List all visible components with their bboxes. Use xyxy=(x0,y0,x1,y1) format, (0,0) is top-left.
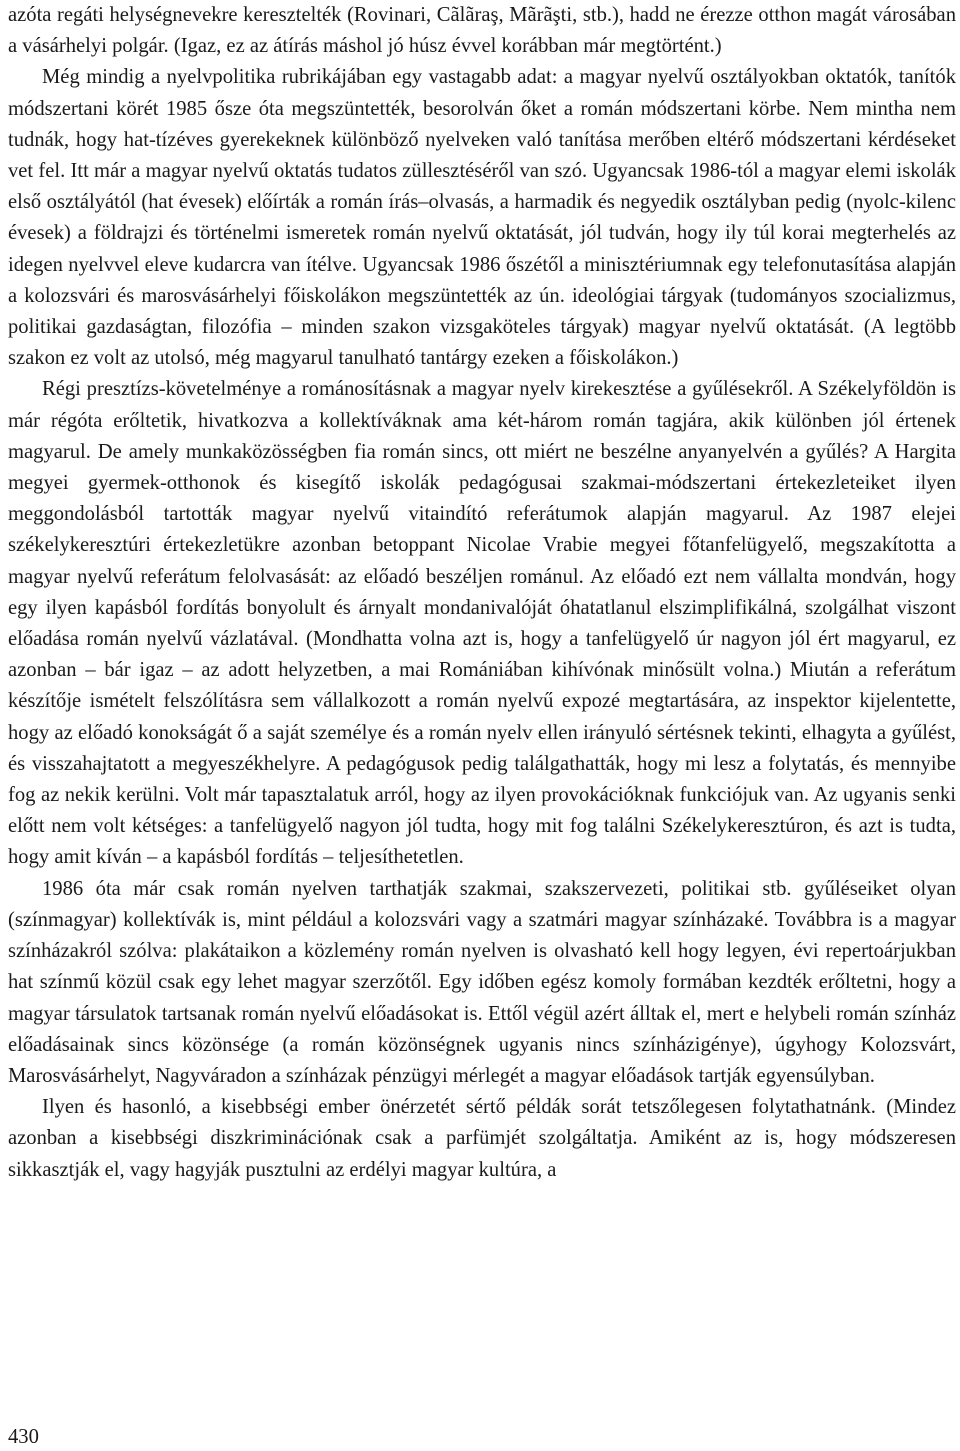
paragraph-5: Ilyen és hasonló, a kisebbségi ember önérzetét sértő példák sorát tetszőlegesen folytathatnánk. (Mindez azonban a kisebbségi diszkriminációnak csak a parfümjét szolgáltatja. Amiként az is, hogy módszeresen sikkasztják el, vagy hagyják pusztulni az erdélyi magyar kultúra, a xyxy=(8,1096,956,1181)
paragraph-2: Még mindig a nyelvpolitika rubrikájában egy vastagabb adat: a magyar nyelvű osztályokban oktatók, tanítók módszertani körét 1985 ősze óta megszüntették, besorolván őket a román módszertani körbe. Nem mintha nem tudnák, hogy hat-tízéves gyerekeknek különböző nyelveken való tanítása merőben eltérő módszertani kérdéseket vet fel. Itt már a magyar nyelvű oktatás tudatos züllesztéséről van szó. Ugyancsak 1986-tól a magyar elemi iskolák első osztályától (hat évesek) előírták a román írás–olvasás, a harmadik és negyedik osztályban pedig (nyolc-kilenc évesek) a földrajzi és történelmi ismeretek román nyelvű oktatását, jól tudván, hogy ily túl korai megterhelés az idegen nyelvvel eleve kudarcra van ítélve. Ugyancsak 1986 őszétől a minisztériumnak egy telefonutasítása alapján a kolozsvári és marosvásárhelyi főiskolákon megszüntették az ún. ideológiai tárgyak (tudományos szocializmus, politikai gazdaságtan, filozófia – minden szakon vizsgaköteles tárgyak) magyar nyelvű oktatását. (A legtöbb szakon ez volt az utolsó, még magyarul tanulható tantárgy ezeken a főiskolákon.) xyxy=(8,66,956,370)
paragraph-1: azóta regáti helységnevekre keresztelték (Rovinari, Cãlãraş, Mãrãşti, stb.), hadd ne érezze otthon magát városában a vásárhelyi polgár. (Igaz, ez az átírás máshol jó húsz évvel korábban már megtörtént.) xyxy=(8,4,956,58)
paragraph-3: Régi presztízs-követelménye a románosításnak a magyar nyelv kirekesztése a gyűlésekről. A Székelyföldön is már régóta erőltetik, hivatkozva a kollektíváknak ama két-három román tagjára, akik különben jól értenek magyarul. De amely munkaközösségben fia román sincs, ott miért ne beszélne anyanyelvén a gyűlés? A Hargita megyei gyermek-otthonok és kisegítő iskolák pedagógusai szakmai-módszertani értekezleteiket ilyen meggondolásból tartották magyar nyelvű vitaindító referátumok alapján magyarul. Az 1987 elejei székelykeresztúri értekezletükre azonban betoppant Nicolae Vrabie megyei főtanfelügyelő, megszakította a magyar nyelvű referátum felolvasását: az előadó beszéljen románul. Az előadó ezt nem vállalta mondván, hogy egy ilyen kapásból fordítás bonyolult és árnyalt mondanivalóját óhatatlanul elszimplifikálná, szolgálhat viszont előadása román nyelvű vázlatával. (Mondhatta volna azt is, hogy a tanfelügyelő úr nagyon jól ért magyarul, ez azonban – bár igaz – az adott helyzetben, a mai Romániában kihívónak minősült volna.) Miután a referátum készítője ismételt felszólításra sem vállalkozott a román nyelvű expozé megtartására, az inspektor kijelentette, hogy az előadó konokságát ő a saját személye és a román nyelv ellen irányuló sértésnek tekinti, elhagyta a gyűlést, és visszahajtatott a megyeszékhelyre. A pedagógusok pedig találgathatták, hogy mi lesz a folytatás, és mennyibe fog az nekik kerülni. Volt már tapasztalatuk arról, hogy az ilyen provokációknak funkciójuk van. Az ugyanis senki előtt nem volt kétséges: a tanfelügyelő nagyon jól tudta, hogy mit fog találni Székelykeresztúron, és azt is tudta, hogy amit kíván – a kapásból fordítás – teljesíthetetlen. xyxy=(8,378,956,869)
page-number: 430 xyxy=(8,1426,39,1448)
page-body xyxy=(8,0,956,1186)
paragraph-4: 1986 óta már csak román nyelven tarthatják szakmai, szakszervezeti, politikai stb. gyűléseiket olyan (színmagyar) kollektívák is, mint például a kolozsvári vagy a szatmári magyar színházaké. Továbbra is a magyar színházakról szólva: plakátaikon a közlemény román nyelven is olvasható kell hogy legyen, évi repertoárjukban hat színmű közül csak egy lehet magyar szerzőtől. Egy időben egész komoly formában kezdték erőltetni, hogy a magyar társulatok tartsanak román nyelvű előadásokat is. Ettől végül azért álltak el, mert e helybeli román színház előadásainak sincs közönsége (a román közönségnek ugyanis nincs színházigénye), úgyhogy Kolozsvárt, Marosvásárhelyt, Nagyváradon a színházak pénzügyi mérlegét a magyar előadások tartják egyensúlyban. xyxy=(8,877,956,1087)
